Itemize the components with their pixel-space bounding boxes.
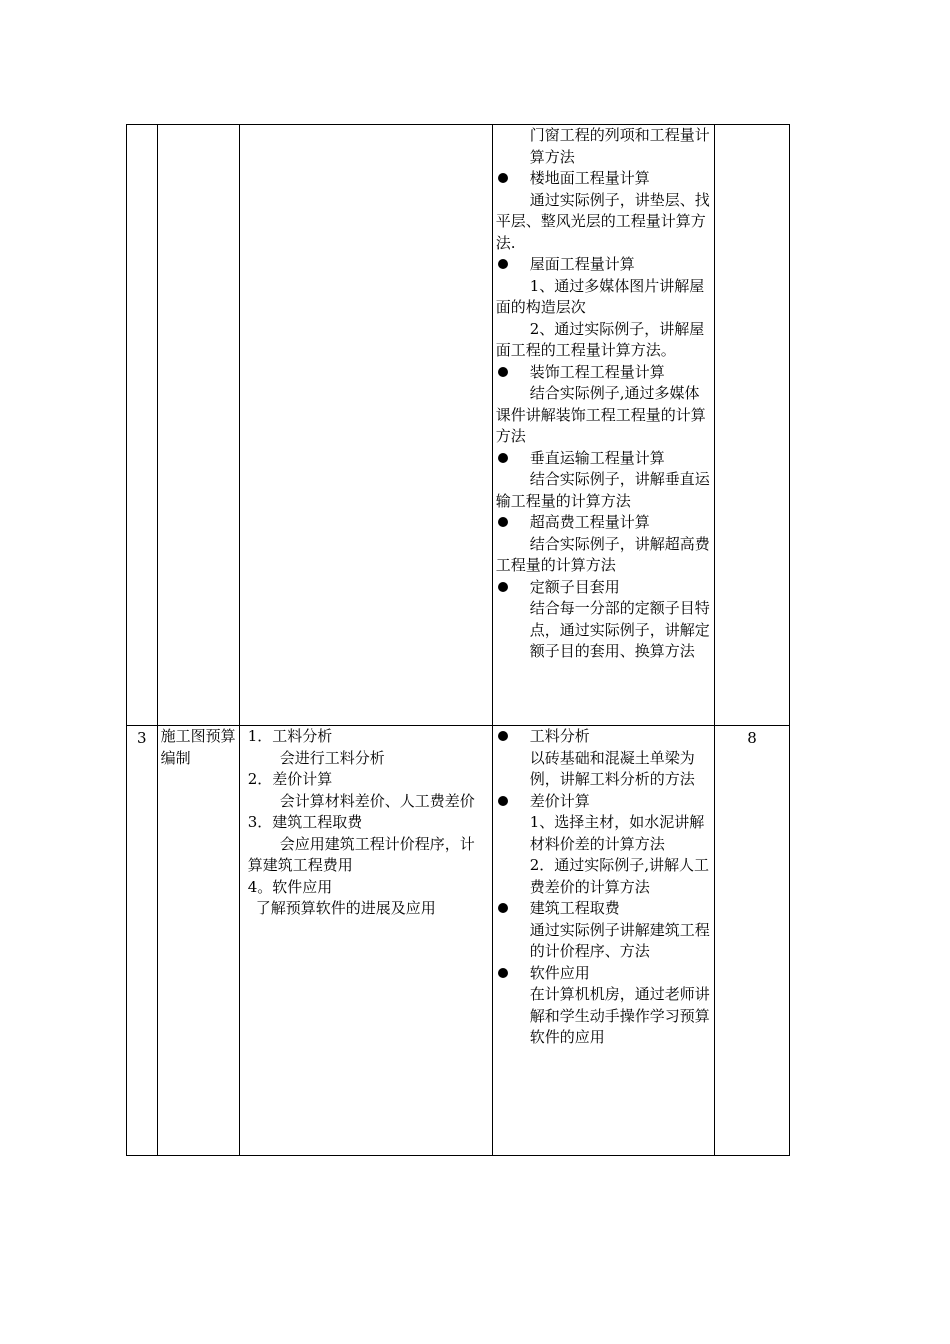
bullet-dot-icon: [498, 453, 508, 463]
bullet-dot-icon: [498, 903, 508, 913]
bullet-dot-icon: [498, 367, 508, 377]
method-text: 1、通过多媒体图片讲解屋面的构造层次: [495, 276, 705, 316]
bullet-item: [496, 448, 711, 470]
bullet-dot-icon: [498, 796, 508, 806]
bullet-dot-icon: [498, 173, 508, 183]
bullet-item: [496, 963, 711, 985]
bullet-text: 装饰工程工程量计算: [529, 362, 665, 381]
bullet-item: [496, 254, 711, 276]
cell-objectives: [239, 726, 492, 1156]
objective-text: 会进行工料分析: [279, 748, 385, 767]
method-text: 通过实际例子讲解建筑工程的计价程序、方法: [529, 920, 710, 960]
bullet-dot-icon: [498, 731, 508, 741]
objective-text: 会应用建筑工程计价程序，计算建筑工程费用: [247, 834, 475, 874]
bullet-dot-icon: [498, 517, 508, 527]
course-table: [126, 124, 790, 1156]
bullet-item: [496, 512, 711, 534]
cell-no: [127, 125, 158, 726]
bullet-dot-icon: [498, 259, 508, 269]
method-text: 2．通过实际例子,讲解人工费差价的计算方法: [529, 856, 710, 896]
bullet-text: 垂直运输工程量计算: [529, 448, 665, 467]
bullet-item: [496, 168, 711, 190]
bullet-text: 楼地面工程量计算: [529, 169, 650, 187]
cell-hours: [715, 125, 790, 726]
method-text: 通过实际例子，讲垫层、找平层、整风光层的工程量计算方法.: [495, 190, 710, 252]
bullet-text: 建筑工程取费: [529, 899, 620, 917]
bullet-text: 差价计算: [529, 791, 590, 810]
objective-heading: 1．工料分析: [247, 727, 333, 745]
cell-methods: [492, 726, 714, 1156]
method-text: 1、选择主材，如水泥讲解材料价差的计算方法: [529, 813, 705, 853]
cell-hours: 8: [715, 726, 790, 1156]
method-text: 结合实际例子，讲解垂直运输工程量的计算方法: [495, 470, 710, 510]
bullet-item: [496, 791, 711, 813]
cell-name: [157, 125, 239, 726]
cell-no: 3: [127, 726, 158, 1156]
objective-text: 会计算材料差价、人工费差价: [279, 791, 475, 810]
bullet-item: [496, 898, 711, 920]
bullet-text: 定额子目套用: [529, 577, 620, 596]
bullet-item: [496, 362, 711, 384]
table-row: [127, 125, 790, 726]
method-text: 在计算机机房，通过老师讲解和学生动手操作学习预算软件的应用: [529, 985, 710, 1046]
method-text: 2、通过实际例子，讲解屋面工程的工程量计算方法。: [495, 319, 705, 359]
table-row: [127, 726, 790, 1156]
bullet-text: 屋面工程量计算: [529, 255, 635, 273]
objective-heading: 2．差价计算: [247, 770, 333, 788]
bullet-item: [496, 726, 711, 748]
bullet-item: [496, 577, 711, 599]
method-text: 结合每一分部的定额子目特点，通过实际例子，讲解定额子目的套用、换算方法: [529, 599, 710, 660]
cell-name: 施工图预算编制: [157, 726, 239, 1156]
bullet-text: 工料分析: [529, 727, 590, 745]
cell-methods: [492, 125, 714, 726]
cell-objectives: [239, 125, 492, 726]
method-text: 门窗工程的列项和工程量计算方法: [529, 126, 710, 166]
bullet-dot-icon: [498, 968, 508, 978]
method-text: 以砖基础和混凝土单梁为例，讲解工料分析的方法: [529, 748, 695, 788]
objective-heading: 3．建筑工程取费: [247, 813, 363, 831]
bullet-text: 超高费工程量计算: [529, 513, 650, 531]
objective-text: 了解预算软件的进展及应用: [255, 899, 436, 917]
bullet-text: 软件应用: [529, 963, 590, 982]
method-text: 结合实际例子,通过多媒体课件讲解装饰工程工程量的计算方法: [495, 384, 706, 445]
objective-heading: 4。软件应用: [247, 877, 333, 896]
bullet-dot-icon: [498, 582, 508, 592]
method-text: 结合实际例子，讲解超高费工程量的计算方法: [495, 534, 710, 574]
